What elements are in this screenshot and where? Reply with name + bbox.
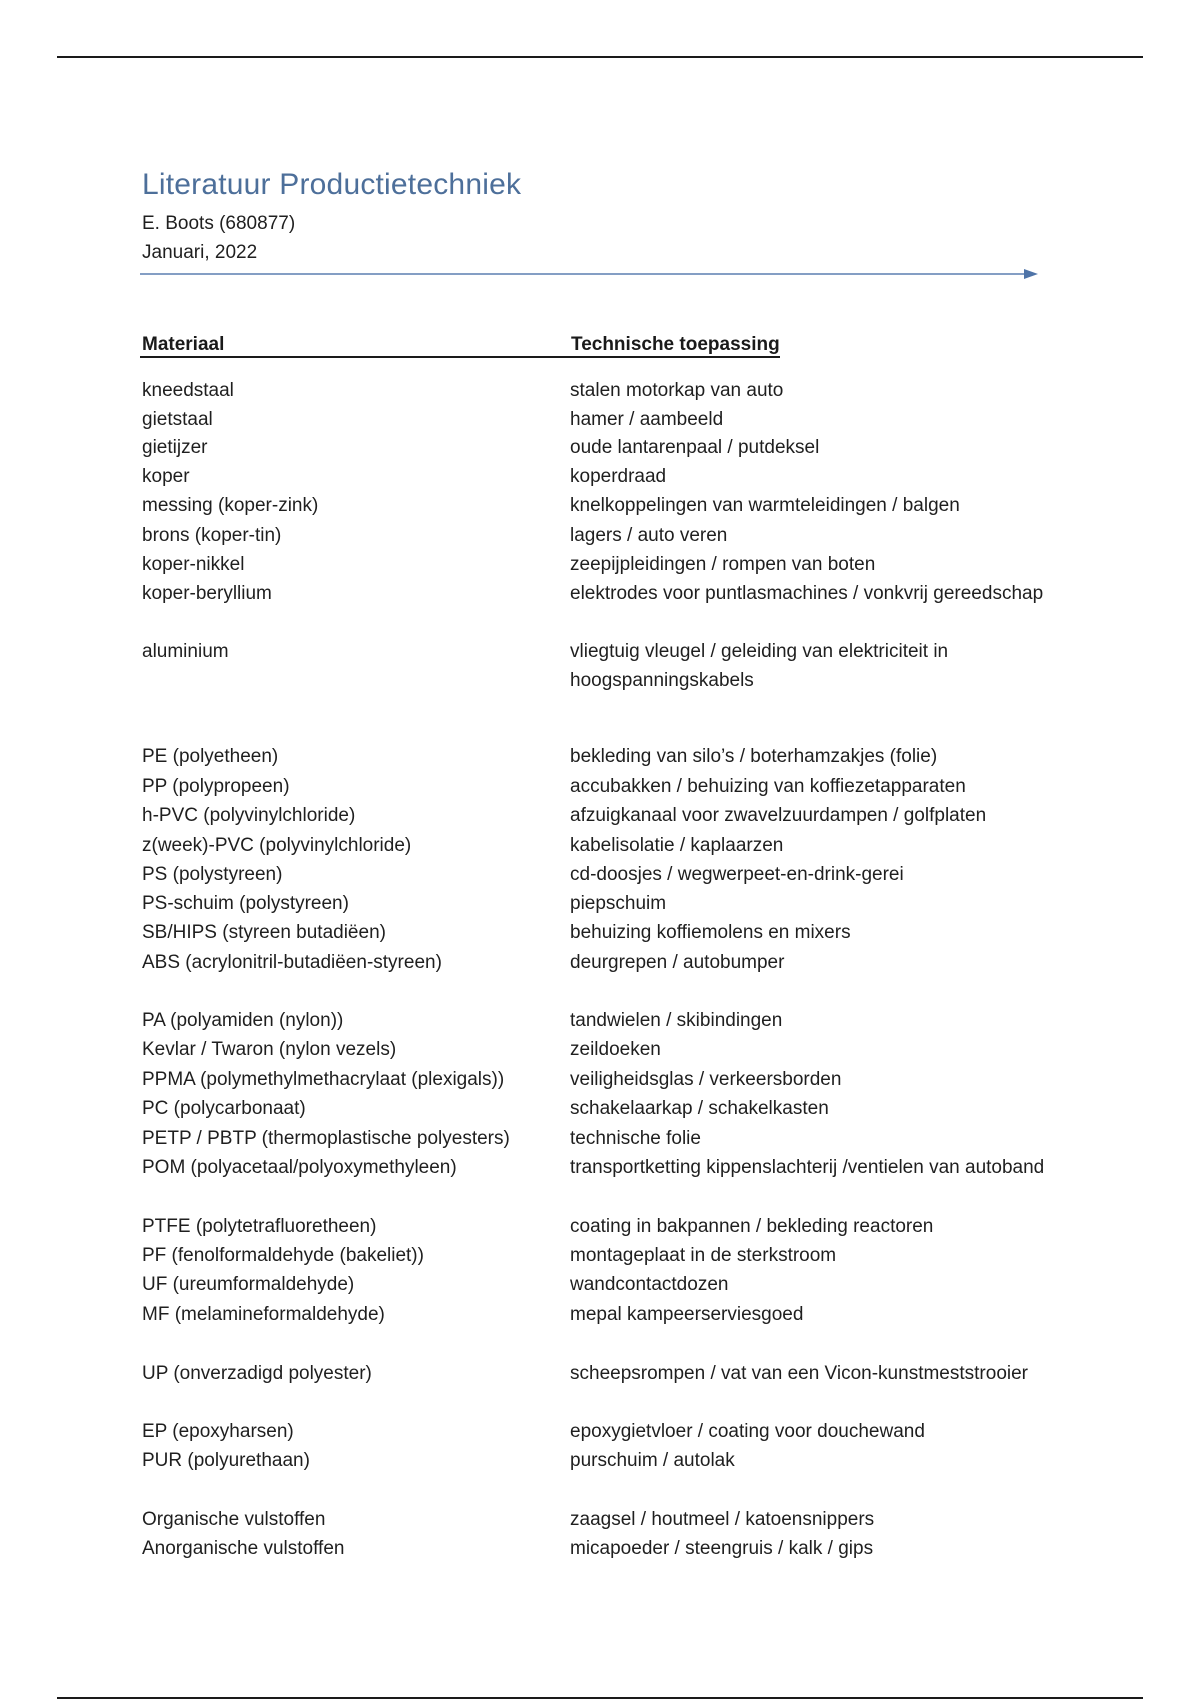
material-cell: SB/HIPS (styreen butadiëen) — [142, 922, 386, 943]
material-cell: koper-beryllium — [142, 583, 272, 604]
material-cell: Organische vulstoffen — [142, 1509, 326, 1530]
application-cell: technische folie — [570, 1128, 701, 1149]
application-cell: accubakken / behuizing van koffiezetapparaten — [570, 776, 966, 797]
material-cell: messing (koper-zink) — [142, 495, 319, 516]
material-cell: PF (fenolformaldehyde (bakeliet)) — [142, 1245, 424, 1266]
material-cell: PP (polypropeen) — [142, 776, 290, 797]
application-cell: wandcontactdozen — [570, 1274, 729, 1295]
material-cell: UF (ureumformaldehyde) — [142, 1274, 355, 1295]
application-cell: deurgrepen / autobumper — [570, 952, 785, 973]
material-cell: h-PVC (polyvinylchloride) — [142, 805, 356, 826]
material-cell: brons (koper-tin) — [142, 525, 282, 546]
top-border-line — [57, 56, 1143, 58]
application-cell: knelkoppelingen van warmteleidingen / balgen — [570, 495, 960, 516]
material-cell: koper-nikkel — [142, 554, 245, 575]
application-cell: kabelisolatie / kaplaarzen — [570, 835, 784, 856]
application-cell: epoxygietvloer / coating voor douchewand — [570, 1421, 925, 1442]
application-cell: montageplaat in de sterkstroom — [570, 1245, 837, 1266]
application-cell: mepal kampeerserviesgoed — [570, 1304, 804, 1325]
column-header-material: Materiaal — [142, 334, 225, 355]
application-cell: oude lantarenpaal / putdeksel — [570, 437, 820, 458]
application-cell: micapoeder / steengruis / kalk / gips — [570, 1538, 874, 1559]
material-cell: POM (polyacetaal/polyoxymethyleen) — [142, 1157, 457, 1178]
application-cell: elektrodes voor puntlasmachines / vonkvrij gereedschap — [570, 583, 1044, 604]
material-cell: koper — [142, 466, 190, 487]
application-cell: schakelaarkap / schakelkasten — [570, 1098, 829, 1119]
material-cell: gietijzer — [142, 437, 208, 458]
application-cell: zaagsel / houtmeel / katoensnippers — [570, 1509, 875, 1530]
material-cell: MF (melamineformaldehyde) — [142, 1304, 385, 1325]
material-cell: gietstaal — [142, 409, 213, 430]
arrow-divider-icon — [140, 266, 1040, 282]
application-cell: vliegtuig vleugel / geleiding van elektriciteit in hoogspanningskabels — [570, 641, 949, 691]
application-cell: transportketting kippenslachterij /ventielen van autoband — [570, 1157, 1045, 1178]
document-author: E. Boots (680877) — [142, 213, 296, 234]
bottom-border-line — [57, 1697, 1143, 1699]
material-cell: Kevlar / Twaron (nylon vezels) — [142, 1039, 397, 1060]
material-cell: PC (polycarbonaat) — [142, 1098, 306, 1119]
application-cell: scheepsrompen / vat van een Vicon-kunstmeststrooier — [570, 1363, 1028, 1384]
material-cell: EP (epoxyharsen) — [142, 1421, 294, 1442]
material-cell: PS-schuim (polystyreen) — [142, 893, 349, 914]
application-cell: zeepijpleidingen / rompen van boten — [570, 554, 876, 575]
material-cell: PS (polystyreen) — [142, 864, 283, 885]
application-cell: cd-doosjes / wegwerpeet-en-drink-gerei — [570, 864, 904, 885]
material-cell: PPMA (polymethylmethacrylaat (plexigals)) — [142, 1069, 505, 1090]
material-cell: UP (onverzadigd polyester) — [142, 1363, 372, 1384]
application-cell: veiligheidsglas / verkeersborden — [570, 1069, 842, 1090]
material-cell: PA (polyamiden (nylon)) — [142, 1010, 344, 1031]
column-header-application: Technische toepassing — [571, 334, 780, 355]
application-cell: stalen motorkap van auto — [570, 380, 784, 401]
material-cell: PUR (polyurethaan) — [142, 1450, 310, 1471]
material-cell: PE (polyetheen) — [142, 746, 279, 767]
application-cell: afzuigkanaal voor zwavelzuurdampen / golfplaten — [570, 805, 987, 826]
document-date: Januari, 2022 — [142, 242, 258, 263]
application-cell: coating in bakpannen / bekleding reactoren — [570, 1216, 934, 1237]
application-cell: lagers / auto veren — [570, 525, 728, 546]
header-underline — [140, 356, 780, 358]
application-cell: koperdraad — [570, 466, 667, 487]
material-cell: aluminium — [142, 641, 229, 662]
application-cell: behuizing koffiemolens en mixers — [570, 922, 851, 943]
material-cell: z(week)-PVC (polyvinylchloride) — [142, 835, 412, 856]
material-cell: PTFE (polytetrafluoretheen) — [142, 1216, 377, 1237]
application-cell: bekleding van silo’s / boterhamzakjes (folie) — [570, 746, 938, 767]
application-cell: tandwielen / skibindingen — [570, 1010, 783, 1031]
material-cell: kneedstaal — [142, 380, 234, 401]
document-title: Literatuur Productietechniek — [142, 168, 522, 201]
application-cell: piepschuim — [570, 893, 667, 914]
material-cell: ABS (acrylonitril-butadiëen-styreen) — [142, 952, 442, 973]
material-cell: PETP / PBTP (thermoplastische polyesters) — [142, 1128, 510, 1149]
material-cell: Anorganische vulstoffen — [142, 1538, 345, 1559]
application-cell: hamer / aambeeld — [570, 409, 724, 430]
application-cell: purschuim / autolak — [570, 1450, 735, 1471]
application-cell: zeildoeken — [570, 1039, 661, 1060]
